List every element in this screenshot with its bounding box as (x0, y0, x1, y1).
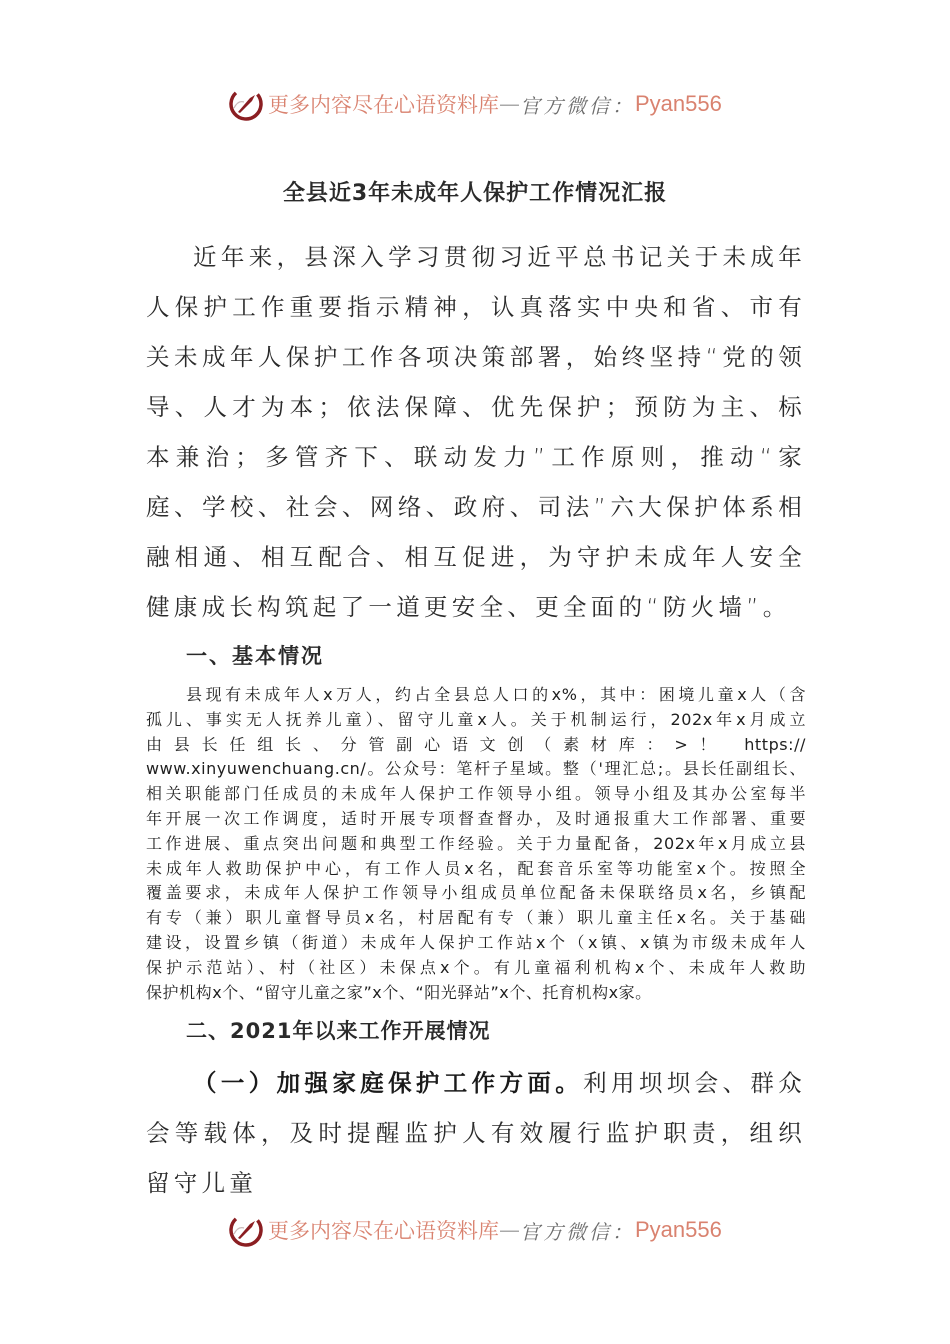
paragraph-line: 覆盖要求，未成年人保护工作领导小组成员单位配备未保联络员x名，乡镇配 (146, 883, 806, 903)
paragraph-line: 年开展一次工作调度，适时开展专项督查督办，及时通报重大工作部署、重要 (146, 808, 806, 828)
watermark-main-text: 更多内容尽在心语资料库 (268, 93, 499, 117)
paragraph-line: 工作进展、重点突出问题和典型工作经验。关于力量配备，202x年x月成立县 (146, 833, 806, 853)
watermark-wechat-id: Pyan556 (635, 91, 722, 116)
paragraph-line: 未成年人救助保护中心，有工作人员x名，配套音乐室等功能室x个。按照全 (146, 858, 806, 878)
quill-logo-icon (228, 86, 264, 122)
subsection-heading-family-protection: （一）加强家庭保护工作方面。 (193, 1069, 584, 1097)
watermark-footer (228, 1210, 722, 1250)
intro-paragraph: 近年来，县深入学习贯彻习近平总书记关于未成年人保护工作重要指示精神，认真落实中央和省、市有关未成年人保护工作各项决策部署，始终坚持“党的领导、人才为本；依法保障、优先保护；预防为主、标本兼治；多管齐下、联动发力”工作原则，推动“家庭、学校、社会、网络、政府、司法”六大保护体系相融相通、相互配合、相互促进，为守护未成年人安全健康成长构筑起了一道更安全、更全面的“防火墙”。 (146, 243, 806, 621)
paragraph-line: 保护机构x个、“留守儿童之家”x个、“阳光驿站”x个、托育机构x家。 (146, 982, 652, 1002)
watermark-header (228, 84, 722, 124)
paragraph-line: 有专（兼）职儿童督导员x名，村居配有专（兼）职儿童主任x名。关于基础 (146, 908, 806, 928)
basic-situation-paragraph (146, 683, 806, 1005)
watermark-main-text: 更多内容尽在心语资料库 (268, 1219, 499, 1243)
paragraph-line: 保护示范站）、村（社区）未保点x个。有儿童福利机构x个、未成年人救助 (146, 957, 806, 977)
family-protection-paragraph (146, 1058, 806, 1208)
paragraph-line: 县现有未成年人x万人，约占全县总人口的x%，其中：困境儿童x人（含 (186, 685, 806, 704)
paragraph-line: 相关职能部门任成员的未成年人保护工作领导小组。领导小组及其办公室每半 (146, 784, 806, 804)
paragraph-line: 由县长任组长、分管副心语文创（素材库：>！ https:// (146, 734, 806, 754)
section-heading-basic-situation: 一、基本情况 (186, 644, 324, 668)
document-title: 全县近3年未成年人保护工作情况汇报 (282, 181, 668, 206)
section-heading-work-since-2021: 二、2021年以来工作开展情况 (186, 1019, 491, 1043)
paragraph-line: 孤儿、事实无人抚养儿童）、留守儿童x人。关于机制运行，202x年x月成立 (146, 709, 806, 729)
watermark-label: 官方微信： (520, 1219, 635, 1244)
quill-logo-icon (228, 1212, 264, 1248)
watermark-dash: — (499, 92, 520, 116)
paragraph-line: 建设，设置乡镇（街道）未成年人保护工作站x个（x镇、x镇为市级未成年人 (146, 932, 806, 952)
subsection-text: 利用坝坝会、群众会等载体，及时提醒监护人有效履行监护职责，组织留守儿童 (146, 1069, 807, 1197)
watermark-dash: — (499, 1218, 520, 1242)
watermark-label: 官方微信： (520, 93, 635, 118)
watermark-wechat-id: Pyan556 (635, 1217, 722, 1242)
paragraph-line: www.xinyuwenchuang.cn/。公众号：笔杆子星域。整（'理汇总;。县长任副组长、 (146, 759, 806, 779)
